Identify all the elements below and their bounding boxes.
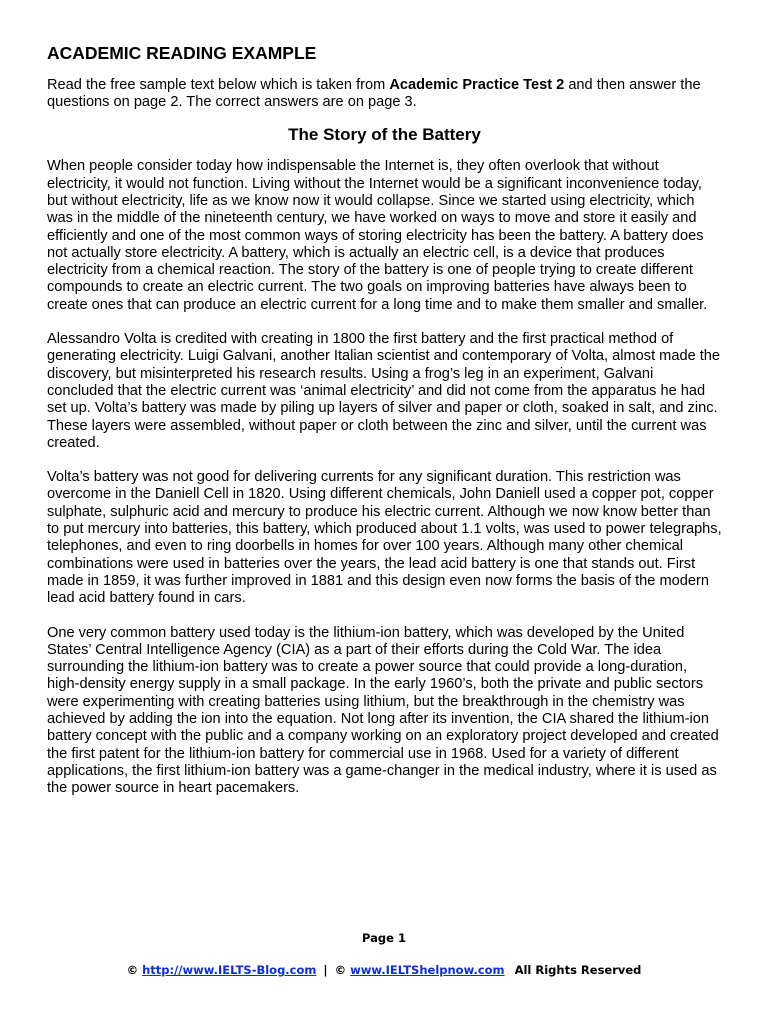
- ielts-helpnow-link[interactable]: www.IELTShelpnow.com: [350, 963, 505, 977]
- copyright-symbol: ©: [126, 963, 139, 977]
- footer-copyright: [0, 963, 768, 977]
- intro-text: [47, 77, 722, 111]
- intro-text-end: and then answer the questions on page 2. The correct answers are on page 3.: [47, 77, 701, 111]
- intro-test-name: Academic Practice Test 2: [389, 77, 565, 93]
- story-title: The Story of the Battery: [288, 125, 481, 145]
- paragraph-1: When people consider today how indispensable the Internet is, they often overlook that without electricity, it would not function. Living without the Internet would be a significant inconvenience today, but without electricity, life as we know now it would collapse. Since we started using electricity, which was in the middle of the nineteenth century, we have worked on ways to move and store it easily and efficiently and one of the most common ways of storing electricity has been the battery. A battery does not actually store electricity. A battery, which is actually an electric cell, is a device that produces electricity from a chemical reaction. The story of the battery is one of people trying to create different compounds to create an electric current. The two goals on improving batteries have always been to create ones that can produce an electric current for a long time and to make them smaller and smaller.: [47, 158, 708, 313]
- paragraph-3: Volta’s battery was not good for delivering currents for any significant duration. This restriction was overcome in the Daniell Cell in 1820. Using different chemicals, John Daniell used a copper pot, copper sulphate, sulphuric acid and mercury to produce his electric current. Although we now know better than to put mercury into batteries, this battery, which produced about 1.1 volts, was used to power telegraphs, telephones, and even to ring doorbells in homes for over 100 years. Although many other chemical combinations were used in batteries over the years, the lead acid battery is one that stands out. First made in 1859, it was further improved in 1881 and this design even now forms the basis of the modern lead acid battery found in cars.: [47, 469, 722, 607]
- footer-separator: |: [323, 963, 328, 977]
- all-rights-reserved: All Rights Reserved: [514, 963, 642, 977]
- paragraph-2: Alessandro Volta is credited with creating in 1800 the first battery and the first practical method of generating electricity. Luigi Galvani, another Italian scientist and contemporary of Volta, almost made the discovery, but misinterpreted his research results. Using a frog’s leg in an experiment, Galvani concluded that the electric current was ‘animal electricity’ and did not come from the apparatus he had set up. Volta’s battery was made by piling up layers of silver and paper or cloth, soaked in salt, and zinc. These layers were assembled, without paper or cloth between the zinc and silver, until the current was created.: [47, 331, 721, 451]
- page-number: Page 1: [362, 931, 406, 945]
- document-heading: ACADEMIC READING EXAMPLE: [47, 43, 317, 63]
- paragraph-4: One very common battery used today is the lithium-ion battery, which was developed by the United States’ Central Intelligence Agency (CIA) as a part of their efforts during the Cold War. The idea surrounding the lithium-ion battery was to create a power source that could provide a long-duration, high-density energy supply in a small package. In the early 1960’s, both the private and public sectors were experimenting with creating batteries using lithium, but the breakthrough in the chemistry was achieved by adding the ion into the equation. Not long after its invention, the CIA shared the lithium-ion battery concept with the public and a company working on an exploratory project developed and created the first patent for the lithium-ion battery for commercial use in 1968. Used for a variety of different applications, the first lithium-ion battery was a game-changer in the medical industry, where it is used as the power source in heart pacemakers.: [47, 624, 719, 797]
- ielts-blog-link[interactable]: http://www.IELTS-Blog.com: [142, 963, 317, 977]
- intro-text-start: Read the free sample text below which is taken from: [47, 77, 390, 93]
- copyright-symbol: ©: [334, 963, 347, 977]
